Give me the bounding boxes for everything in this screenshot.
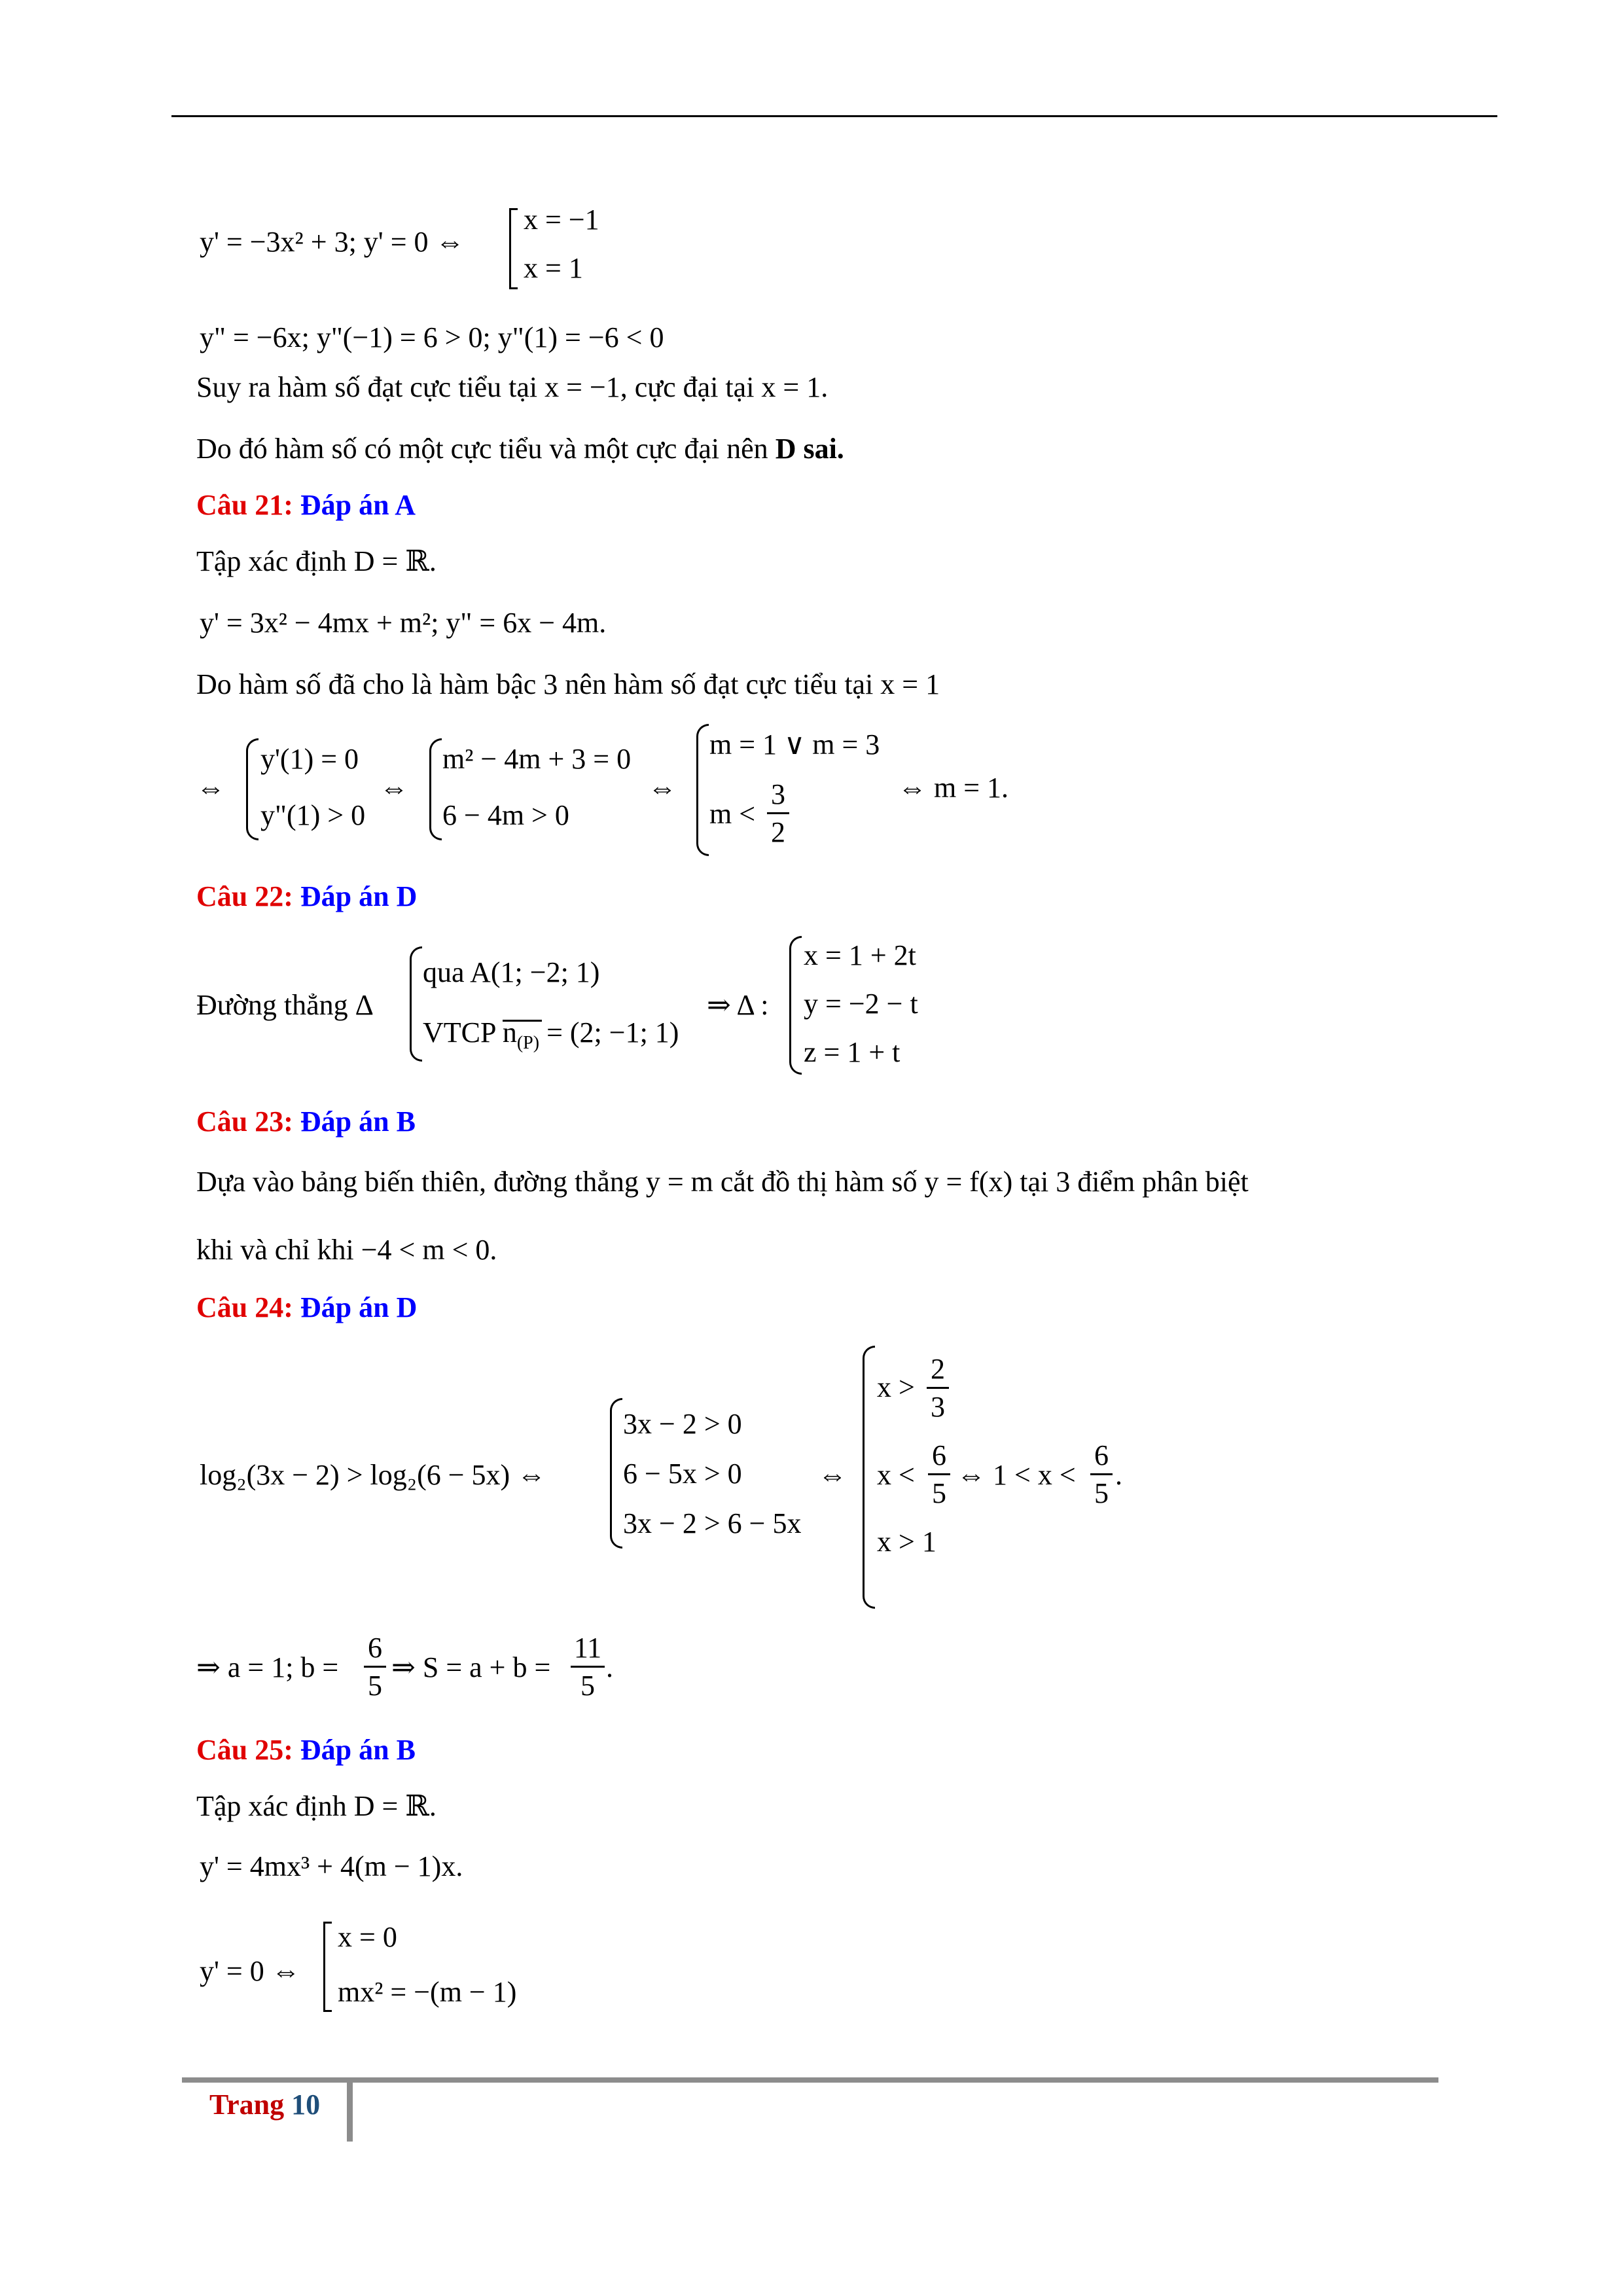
case-bracket xyxy=(323,1922,332,2012)
text-line: Do hàm số đã cho là hàm bậc 3 nên hàm số đạt cực tiểu tại x = 1 xyxy=(196,668,940,700)
second-derivative-line: y" = −6x; y"(−1) = 6 > 0; y"(1) = −6 < 0 xyxy=(200,321,664,353)
equivalence-symbol: ⇔ xyxy=(648,772,677,804)
system-line: x > xyxy=(877,1371,915,1403)
question-heading: Câu 23: Đáp án B xyxy=(196,1105,416,1138)
case-line: x = 1 xyxy=(524,252,583,284)
system-line: y"(1) > 0 xyxy=(260,799,366,831)
domain-line: Tập xác định D = ℝ. xyxy=(196,545,437,577)
fraction: 3 2 xyxy=(767,778,789,849)
fraction: 6 5 xyxy=(364,1631,386,1702)
system-line: 3x − 2 > 0 xyxy=(623,1408,742,1440)
text-line: khi và chỉ khi −4 < m < 0. xyxy=(196,1234,497,1266)
equivalence-symbol: ⇔ xyxy=(380,772,408,804)
text-line: Dựa vào bảng biến thiên, đường thẳng y = m cắt đồ thị hàm số y = f(x) tại 3 điểm phân biệt xyxy=(196,1166,1249,1198)
system-line: y'(1) = 0 xyxy=(260,743,359,775)
text-line: Do đó hàm số có một cực tiểu và một cực đại nên D sai. xyxy=(196,433,844,465)
case-bracket xyxy=(509,208,518,289)
domain-line: Tập xác định D = ℝ. xyxy=(196,1790,437,1822)
system-line: 3x − 2 > 6 − 5x xyxy=(623,1507,802,1539)
question-heading: Câu 21: Đáp án A xyxy=(196,489,416,521)
system-line: x > 1 xyxy=(877,1526,936,1558)
system-line: x < xyxy=(877,1459,915,1491)
system-brace xyxy=(246,738,259,840)
fraction: 6 5 xyxy=(928,1439,950,1510)
derivative-line: y' = 3x² − 4mx + m²; y" = 6x − 4m. xyxy=(200,607,607,639)
case-line: x = −1 xyxy=(524,204,599,236)
text-line: Đường thẳng Δ xyxy=(196,989,374,1021)
question-heading: Câu 22: Đáp án D xyxy=(196,880,418,912)
question-heading: Câu 25: Đáp án B xyxy=(196,1734,416,1766)
system-brace xyxy=(429,738,442,840)
system-brace xyxy=(696,724,709,856)
result-line: ⇒ S = a + b = xyxy=(391,1651,551,1683)
footer-divider xyxy=(347,2083,353,2142)
equivalence-symbol: ⇔ xyxy=(196,772,225,804)
header-rule xyxy=(171,115,1497,117)
period: . xyxy=(606,1651,613,1683)
equivalence-symbol: ⇔ xyxy=(818,1459,847,1491)
equation-line: y = −2 − t xyxy=(804,988,918,1020)
text-line: Suy ra hàm số đạt cực tiểu tại x = −1, cực đại tại x = 1. xyxy=(196,371,829,403)
fraction: 2 3 xyxy=(927,1352,949,1424)
system-brace xyxy=(410,946,422,1062)
fraction: 6 5 xyxy=(1090,1439,1113,1510)
system-line: qua A(1; −2; 1) xyxy=(423,956,600,988)
system-line: VTCP $n_{(P)} = (2$; −1; 1) xyxy=(423,1016,679,1053)
period: . xyxy=(1115,1459,1122,1491)
implies-symbol: ⇒ Δ : xyxy=(707,989,769,1021)
fraction: 11 5 xyxy=(571,1631,605,1702)
derivative-line: y' = 4mx³ + 4(m − 1)x. xyxy=(200,1850,463,1882)
system-brace xyxy=(863,1346,875,1609)
system-line: m² − 4m + 3 = 0 xyxy=(442,743,632,775)
result-line: ⇔ m = 1. xyxy=(898,772,1009,804)
system-line: m < xyxy=(709,798,756,830)
question-heading: Câu 24: Đáp án D xyxy=(196,1291,418,1323)
footer-rule xyxy=(182,2077,1438,2083)
system-line: 6 − 4m > 0 xyxy=(442,799,569,831)
system-brace xyxy=(789,936,802,1075)
system-line: m = 1 ∨ m = 3 xyxy=(709,728,880,761)
system-brace xyxy=(610,1398,622,1549)
derivative-line: y' = −3x² + 3; y' = 0 ⇔ xyxy=(200,226,465,258)
page-number: Trang 10 xyxy=(209,2089,321,2121)
case-line: x = 0 xyxy=(338,1921,397,1953)
inequality-chain: ⇔ 1 < x < xyxy=(957,1459,1076,1491)
equation-line: x = 1 + 2t xyxy=(804,939,916,971)
equation-line: y' = 0 ⇔ xyxy=(200,1955,300,1987)
inequality-line: log₂(3x − 2) > log₂(6 − 5x) ⇔ xyxy=(200,1459,546,1491)
result-line: ⇒ a = 1; b = xyxy=(196,1651,339,1683)
equation-line: z = 1 + t xyxy=(804,1036,901,1068)
system-line: 6 − 5x > 0 xyxy=(623,1458,742,1490)
case-line: mx² = −(m − 1) xyxy=(338,1976,517,2008)
